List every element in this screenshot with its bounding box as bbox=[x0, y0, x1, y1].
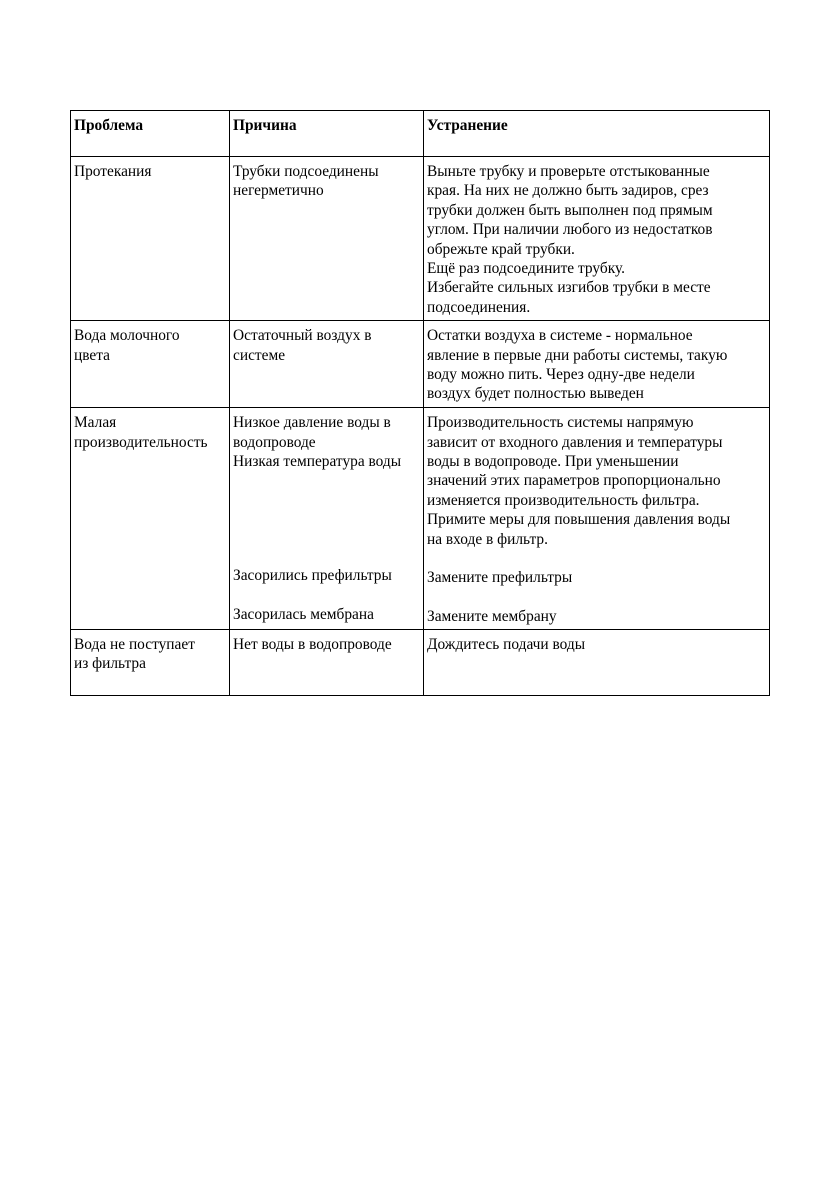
cell-line: Малая bbox=[74, 414, 117, 432]
spacer bbox=[233, 471, 420, 490]
cell-line: значений этих параметров пропорционально bbox=[427, 472, 721, 490]
cell-line: зависит от входного давления и температуры bbox=[427, 433, 723, 451]
spacer bbox=[233, 547, 420, 566]
table-row bbox=[71, 629, 770, 695]
cell-line: Ещё раз подсоедините трубку. bbox=[427, 260, 625, 278]
cell-line: воздух будет полностью выведен bbox=[427, 385, 644, 403]
spacer bbox=[427, 588, 766, 607]
cell-line: Остатки воздуха в системе - нормальное bbox=[427, 327, 693, 345]
cell-line: цвета bbox=[74, 346, 110, 364]
cell-line: Дождитесь подачи воды bbox=[427, 635, 586, 653]
cell-line: Протекания bbox=[74, 163, 152, 180]
fix-cell bbox=[424, 408, 770, 630]
problem-cell bbox=[71, 629, 230, 695]
cell-line: Замените префильтры bbox=[427, 569, 573, 587]
cell-line: явление в первые дни работы системы, такую bbox=[427, 346, 728, 364]
cell-line: водопроводе bbox=[233, 433, 316, 451]
cell-line: Трубки подсоединены bbox=[233, 163, 379, 180]
cause-cell bbox=[230, 408, 424, 630]
troubleshooting-table bbox=[70, 110, 770, 696]
cell-line: воду можно пить. Через одну-две недели bbox=[427, 366, 695, 384]
cell-line: воды в водопроводе. При уменьшении bbox=[427, 453, 679, 471]
cell-line: производительность bbox=[74, 433, 208, 451]
spacer bbox=[233, 509, 420, 528]
table-header-row bbox=[71, 111, 770, 157]
spacer bbox=[233, 586, 420, 605]
cell-line: углом. При наличии любого из недостатков bbox=[427, 221, 713, 239]
cell-line: обрежьте край трубки. bbox=[427, 240, 575, 258]
cell-line: Избегайте сильных изгибов трубки в месте bbox=[427, 279, 711, 297]
cell-line: Засорились префильтры bbox=[233, 567, 392, 585]
cell-line: Засорилась мембрана bbox=[233, 605, 374, 623]
problem-cell bbox=[71, 157, 230, 321]
table-row bbox=[71, 321, 770, 408]
header-fix: Устранение bbox=[424, 111, 770, 157]
cell-line: изменяется производительность фильтра. bbox=[427, 491, 700, 509]
cell-line: негерметично bbox=[233, 182, 324, 200]
fix-cell bbox=[424, 629, 770, 695]
header-problem: Проблема bbox=[71, 111, 230, 157]
cause-cell bbox=[230, 321, 424, 408]
cell-line: Замените мембрану bbox=[427, 607, 557, 625]
cell-line: системе bbox=[233, 346, 286, 364]
fix-cell bbox=[424, 321, 770, 408]
cell-line: Производительность системы напрямую bbox=[427, 414, 694, 432]
table-row bbox=[71, 157, 770, 321]
problem-cell bbox=[71, 321, 230, 408]
cell-line: Остаточный воздух в bbox=[233, 327, 372, 345]
cell-line: края. На них не должно быть задиров, срез bbox=[427, 182, 709, 200]
cell-line: трубки должен быть выполнен под прямым bbox=[427, 201, 713, 219]
cell-line: Примите меры для повышения давления воды bbox=[427, 511, 731, 529]
cell-line: из фильтра bbox=[74, 655, 146, 673]
cell-line: Нет воды в водопроводе bbox=[233, 635, 392, 653]
cell-line: подсоединения. bbox=[427, 298, 531, 316]
spacer bbox=[233, 490, 420, 509]
cell-line: Вода молочного bbox=[74, 327, 180, 345]
cell-line: Вода не поступает bbox=[74, 635, 195, 653]
cause-cell bbox=[230, 157, 424, 321]
fix-cell bbox=[424, 157, 770, 321]
problem-cell bbox=[71, 408, 230, 630]
cell-line: Низкое давление воды в bbox=[233, 414, 391, 432]
cause-cell bbox=[230, 629, 424, 695]
cell-line: Низкая температура воды bbox=[233, 453, 402, 471]
header-cause: Причина bbox=[230, 111, 424, 157]
cell-line: на входе в фильтр. bbox=[427, 530, 548, 548]
cell-line: Выньте трубку и проверьте отстыкованные bbox=[427, 163, 710, 180]
table-row bbox=[71, 408, 770, 630]
spacer bbox=[427, 549, 766, 568]
spacer bbox=[233, 528, 420, 547]
